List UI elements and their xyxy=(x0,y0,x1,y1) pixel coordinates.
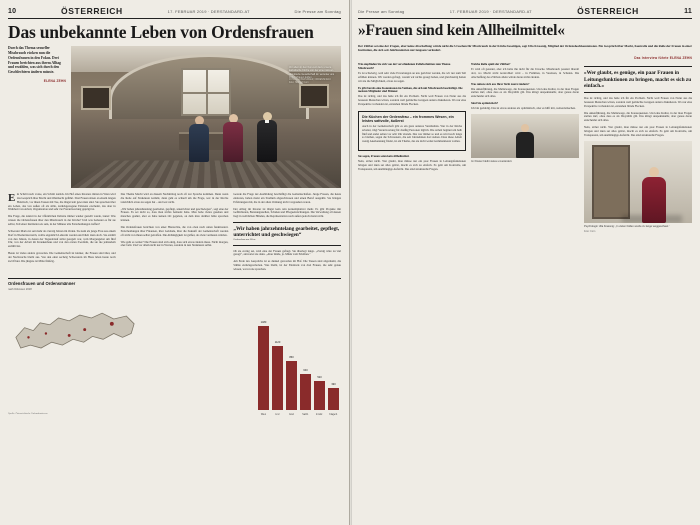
left-pull-quote xyxy=(233,222,341,245)
bar-value: 640 xyxy=(303,368,308,372)
right-column-1 xyxy=(358,63,466,233)
left-paper-name: Die Presse am Sonntag xyxy=(294,8,341,14)
right-running-head xyxy=(358,6,692,19)
bar xyxy=(258,320,269,416)
right-folio: 11 xyxy=(684,7,692,15)
left-folio: 10 xyxy=(8,7,17,15)
photo-person-2 xyxy=(223,114,243,162)
interview-intro: Der Zölibat sei eine der Fragen, aber keine Abschaffung würde nicht die Ursachen für Missbrauch in der Kirche beseitigen, sagt Ulla Krassnig, Mitglied der Ordenshochkommission. Ein Gespräch über Macht, Kontrolle und die Rolle der Frauen in einer Institution, die sich seit Jahrhunderten nur langsam verändert. xyxy=(358,43,692,53)
answer: Es ist schwierig, weil sehr viele Erwartungen an uns gerichtet werden, die wir nur zum Teil erfüllen können. Wir werden gefragt, warum wir nichts gesagt haben, und gleichzeitig hatten wir nie die Möglichkeit, etwas zu sagen. xyxy=(358,71,466,83)
bar-label: Wien xyxy=(260,413,267,416)
answer: Die Aktenführung, die Meldewege, die Konsequenzen. Und eine Kultur, in der man Fragen stellen darf, ohne dass es als Illoyalität gilt. Das klingt unspektakulär, aber genau daran entscheidet sich alles. xyxy=(471,86,579,99)
portrait-person-head xyxy=(649,167,659,177)
infographic-title: Ordensfrauen und Ordensmänner xyxy=(8,280,76,286)
bar-label: Innsbr. xyxy=(316,413,323,416)
infographic-subtitle: nach Diözesen 2018 xyxy=(8,287,32,291)
left-column-1 xyxy=(8,193,116,275)
answer: Nein, sicher nicht. Wer glaubt, man müsse nur ein paar Frauen in Leitungsfunktionen bringen und dann sei alles gelöst, macht es sich zu einfach. Es geht um Kontrolle, um Transparenz, um unabhängige Aufsicht. Das sind strukturelle Fragen. xyxy=(358,159,466,171)
left-intro-column xyxy=(8,46,66,191)
answer: Ich bin geduldig. Das ist etwas anderes als optimistisch, aber es hilft mir, weiterzumachen. xyxy=(471,106,576,111)
paragraph: Wie geht es weiter? Die Frauen sind sich einig, dass sich etwas ändern muss. Nicht morgen, aber bald. Und vor allem nicht nur in Worten, sondern in den Strukturen selbst. xyxy=(120,239,229,248)
photo-credit: Foto: Heribert Corn xyxy=(289,82,309,84)
paragraph: Schwester Maria ist seit mehr als vierzig Jahren im Orden. Sie kam als junge Frau aus einem Dorf in Niederösterreich, wollte eigentlich Lehrerin werden und blieb dann doch. Sie erzählt von den Jahren, in denen der Tagesablauf strikt geregelt war, vom Morgengebet um fünf Uhr, von der Arbeit im Krankenhaus und von den ersten Zweifeln, die sie nie jemandem erzählt hat. xyxy=(8,228,116,249)
photo-person-2-body xyxy=(223,122,243,162)
bar-label: Salzb. xyxy=(302,413,309,416)
question: Sind Sie optimistisch? xyxy=(471,101,499,106)
left-edition-info: 17. FEBRUAR 2019 · DERSTANDARD.AT xyxy=(167,8,250,14)
portrait-door xyxy=(592,145,630,219)
right-column-3 xyxy=(584,63,692,233)
secondary-photo-person-body xyxy=(516,132,534,158)
left-column-2 xyxy=(121,193,229,275)
secondary-photo-caption: Im Kloster bleibt vieles unverändert. xyxy=(471,159,513,163)
secondary-photo-person xyxy=(516,124,534,158)
answer: Er wird oft genannt, aber ich halte ihn nicht für die Ursache. Missbrauch passiert überall dort, wo Macht nicht kontrolliert wird – in Familien, in Vereinen, in Schulen. Die Abschaffung des Zölibats allein würde daran nichts ändern. xyxy=(471,67,579,79)
photo-person-1 xyxy=(189,116,209,162)
photo-overlay-caption xyxy=(289,66,339,85)
answer: Das ist richtig, und das halte ich für ein Problem. Nicht weil Frauen von Natur aus die besseren Menschen wären, sondern weil gemischte Gruppen anders diskutieren. Wo nur eine Perspektive vorhanden ist, entstehen blinde Flecken. xyxy=(584,96,692,108)
photo-person-3 xyxy=(257,112,277,162)
question: Welche Rolle spielt der Zölibat? xyxy=(471,62,511,67)
secondary-photo-person-head xyxy=(521,124,529,132)
bar-label: Graz xyxy=(289,413,294,416)
paragraph: Die Frage, die zuletzt in der öffentlichen Debatte immer wieder gestellt wurde, lautet: Was wissen die Ordensfrauen über den Missbrauch in der Kirche? Und was bedeutet es für sie selbst, Teil einer Institution zu sein, in der Männer alle Entscheidungen treffen? xyxy=(8,214,116,227)
photo-person-1-body xyxy=(189,124,209,162)
right-pull-quote: »Wer glaubt, es genüge, ein paar Frauen in Leitungsfunktionen zu bringen, macht es sich zu einfach.« xyxy=(584,66,692,93)
paragraph: Ob sie zornig sei, wird eine der Frauen gefragt. Sie überlegt lange. „Zornig wäre zu viel gesagt“, antwortet sie dann. „Aber müde, ja. Müde vom Erklären.“ xyxy=(233,248,342,257)
bar-value: 860 xyxy=(289,355,294,359)
photo-window xyxy=(181,68,231,116)
portrait-person-body xyxy=(642,177,666,223)
infographic-source: Quelle: Österreichische Ordenskonferenz xyxy=(8,411,48,415)
bar-label: Linz xyxy=(275,413,280,416)
bar xyxy=(286,355,297,416)
right-edition-info: 17. FEBRUAR 2019 · DERSTANDARD.AT xyxy=(449,8,532,14)
right-section-title: ÖSTERREICH xyxy=(577,6,639,16)
right-column-2 xyxy=(471,63,579,233)
paragraph: Ein Schritt nach vorne, ein Schritt zurück. Im Hof eines Klosters mitten in Wien wird das Gespräch über Macht und Ohnmacht geführt. Drei Frauen sitzen an einem langen Holztisch, vor ihnen Tassen mit Tee, die längst kalt geworden sind. Sie sprechen über ein Leben, das von außen oft als stille, zurückgezogene Existenz erscheint, das aber in Wahrheit von Arbeit, Organisation und sehr viel Verantwortung geprägt ist. xyxy=(8,192,116,212)
paragraph: Am Ende des Gesprächs ist es dunkel geworden im Hof. Die Tassen sind abgeräumt, die Stühle zurückgeschoben. Was bleibt, ist der Eindruck von drei Frauen, die sehr genau wissen, wovon sie sprechen. xyxy=(233,259,342,271)
main-photograph xyxy=(71,46,341,188)
left-running-head xyxy=(8,6,341,19)
left-top-area xyxy=(8,46,341,191)
paragraph: Der Alltag im Kloster ist längst kein rein kontemplativer mehr. Es gibt Projekte mit Geflüchteten, Beratungsstellen, Schulen und Pflegeeinrichtungen. Die Verwaltung all dessen liegt in weiblichen Händen, die Repräsentation nach außen jedoch meist nicht. xyxy=(233,206,342,219)
question: Was müsste sich aus Ihrer Sicht zuerst ändern? xyxy=(471,81,530,86)
bar xyxy=(314,375,325,416)
austria-map xyxy=(12,300,138,366)
bar xyxy=(300,368,311,416)
photo-person-3-body xyxy=(257,120,277,162)
portrait-person xyxy=(642,167,666,223)
portrait-photograph xyxy=(584,141,692,223)
question: Sie sagen, Frauen seien kein Allheilmittel. xyxy=(358,154,410,159)
portrait-caption: Psychologin Ulla Krassnig: „In vielen Fällen wurde zu lange weggeschaut.“ xyxy=(584,224,670,228)
photo-wall-picture-left xyxy=(81,86,111,110)
photo-overlay-attrib: JOHANNA BRANDNER, ORDENSFRAU xyxy=(289,79,331,82)
secondary-photograph xyxy=(471,114,579,158)
right-body-columns xyxy=(358,63,692,233)
right-paper-name: Die Presse am Sonntag xyxy=(358,8,405,14)
photo-overlay-quote: Vor allem in den Konvent dazu unsere katholische Kirche von der eine männer-dominierte Gesellschaft ist: worunter uns Ordensfrauen leiden. xyxy=(289,66,335,79)
left-photo-column xyxy=(71,46,341,191)
answer: Die Aktenführung, die Meldewege, die Konsequenzen. Und eine Kultur, in der man Fragen stellen darf, ohne dass es als Illoyalität gilt. Das klingt unspektakulär, aber genau daran entscheidet sich alles. xyxy=(584,110,692,123)
left-pull-quote-text: „Wir haben jahrzehntelang gearbeitet, gepflegt, unterrichtet und geschwiegen“ xyxy=(233,226,340,239)
bar-value: 1120 xyxy=(274,340,281,344)
left-byline: ELENA ZEHN xyxy=(43,79,66,84)
photo-floor xyxy=(71,160,341,188)
paragraph: Heute ist vieles anders geworden. Die Gemeinschaft ist kleiner, die Frauen sind älter, und der Nachwuchs bleibt aus. Von den einst sechzig Schwestern im Haus leben heute noch zwölf hier. Die jüngste ist Mitte fünfzig. xyxy=(8,251,116,263)
left-infographic xyxy=(8,278,341,415)
question: Es gibt bereits eine Kommission im Vatikan, die sich mit Missbrauch beschäftigt. Die meisten Mitglieder sind Männer. xyxy=(358,85,463,94)
portrait-credit: Foto: Corn xyxy=(584,230,596,234)
bar xyxy=(328,382,339,416)
left-section-title: ÖSTERREICH xyxy=(61,6,123,16)
kitchen-box-title: Die Küchen der Ordensfrau – ein frommes Wesen, ein leistes sattvolle, äußerst xyxy=(362,114,454,123)
infographic-bar-chart xyxy=(258,320,339,416)
bar-value: 1480 xyxy=(260,320,267,324)
left-body-columns xyxy=(8,193,341,275)
interview-byline: Das Interview führte ELENA ZEHN xyxy=(634,56,692,61)
right-page xyxy=(350,0,700,525)
bar xyxy=(272,340,283,416)
answer: Das ist richtig, und das halte ich für ein Problem. Nicht weil Frauen von Natur aus die besseren Menschen wären, sondern weil gemischte Gruppen anders diskutieren. Wo nur eine Perspektive vorhanden ist, entstehen blinde Flecken. xyxy=(358,94,466,107)
paragraph: Die Ordensfrauen berichten von einer Hierarchie, die von oben nach unten funktioniert. Entscheidungen über Finanzen, über Gebäude, über die Zukunft der Gemeinschaft werden oft nicht von ihnen selbst getroffen. Die Abhängigkeit ist größer, als viele vermuten würden. xyxy=(120,225,229,237)
question: Wie empfinden Sie sich von der verschiedenen Fallabschnitten zum Thema Missbrauch? xyxy=(358,62,451,71)
left-pull-quote-attrib: Ordensfrau aus Wien xyxy=(233,237,256,241)
kitchen-box xyxy=(358,111,466,151)
left-column-3 xyxy=(233,193,341,275)
answer: Nein, sicher nicht. Wer glaubt, man müsse nur ein paar Frauen in Leitungsfunktionen bringen und dann sei alles gelöst, macht es sich zu einfach. Es geht um Kontrolle, um Transparenz, um unabhängige Aufsicht. Das sind strukturelle Fragen. xyxy=(584,125,692,137)
kitchen-box-text: Auch in der Gemeinschaft gibt es ein ganz anderes Verständnis. Wer in der Küche arbeitet, trägt Verantwortung für dreißig Personen täglich. Die Arbeit beginnt um halb fünf und endet selten vor acht Uhr abends. Das war immer so und es wird noch lange so bleiben, sagen die Schwestern, die seit Jahrzehnten dort stehen. Dass diese Arbeit wenig Anerkennung findet, ist ein Thema, das sie nicht weiter kommentieren wollen. xyxy=(362,123,462,144)
photo-wall-picture-right xyxy=(299,84,329,108)
bar-value: 520 xyxy=(317,375,322,379)
bar-value: 390 xyxy=(331,382,336,386)
left-kicker: Durch das Thema sexueller Missbrauch rücken nun die Ordensfrauen in den Fokus. Drei Frauen berichten aus ihrem Alltag und erzählen, was sich durch den Geschlechtern ändern müsste. xyxy=(8,46,61,75)
paragraph: Das Thema Macht wird an diesem Nachmittag noch oft zur Sprache kommen. Denn wenn die Rede auf Strukturen kommt, dann geht es schnell um die Frage, wer in der Kirche tatsächlich etwas zu sagen hat – und wer nicht. xyxy=(120,192,229,204)
paragraph: „Wir haben jahrzehntelang gearbeitet, gepflegt, unterrichtet und geschwiegen“, sagt eine der Frauen. Es sei nicht so, dass man nichts bemerkt habe. Man habe vieles gesehen und manches geahnt, aber es habe keinen Ort gegeben, an dem man darüber hätte sprechen können. xyxy=(120,206,229,223)
paragraph: Gerade die Frage der Ausbildung beschäftigt die Gemeinschaften. Junge Frauen, die heute eintreten, haben meist ein Studium abgeschlossen und einen Beruf ausgeübt. Sie bringen Erfahrungen mit, die in der alten Ordnung nicht vorgesehen waren. xyxy=(233,192,342,204)
bar-label: Klagenf. xyxy=(329,413,338,416)
left-headline: Das unbekannte Leben von Ordensfrauen xyxy=(8,22,314,42)
right-headline: »Frauen sind kein Allheilmittel« xyxy=(358,22,565,39)
photo-person-3-collar xyxy=(265,120,269,123)
